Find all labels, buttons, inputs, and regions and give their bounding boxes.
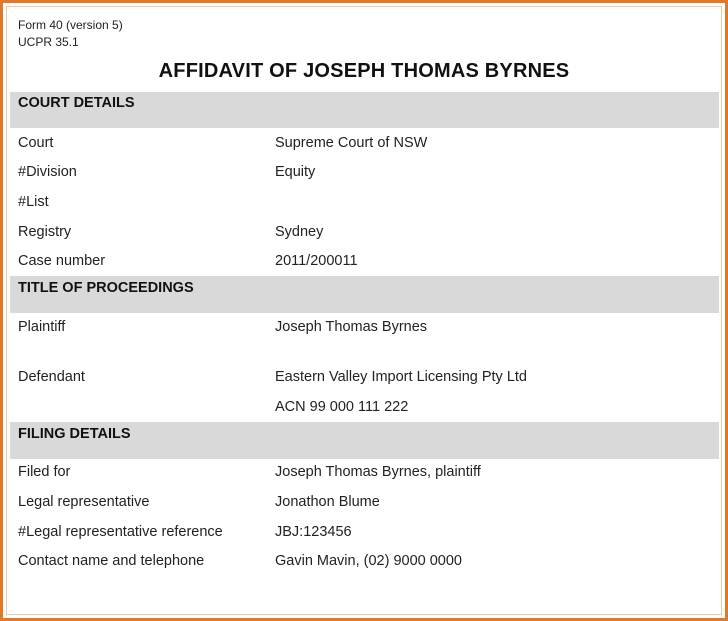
plaintiff-label: Plaintiff <box>18 319 66 335</box>
section-heading: COURT DETAILS <box>18 95 135 111</box>
plaintiff-value: Joseph Thomas Byrnes <box>275 319 428 335</box>
court-label: Court <box>18 135 54 151</box>
filed-for-label: Filed for <box>18 464 71 480</box>
document-title: AFFIDAVIT OF JOSEPH THOMAS BYRNES <box>158 60 570 82</box>
court-value: Supreme Court of NSW <box>275 135 428 151</box>
case-number-label: Case number <box>18 253 106 269</box>
form-identifier <box>18 17 123 51</box>
defendant-value: Eastern Valley Import Licensing Pty Ltd <box>275 369 527 385</box>
section-filing-details <box>10 422 719 459</box>
section-title-of-proceedings <box>10 276 719 313</box>
contact-value: Gavin Mavin, (02) 9000 0000 <box>275 553 462 569</box>
defendant-label: Defendant <box>18 369 85 385</box>
legal-reference-value: JBJ:123456 <box>275 524 352 540</box>
legal-representative-value: Jonathon Blume <box>275 494 380 510</box>
form-version: Form 40 (version 5) <box>18 18 123 32</box>
division-label: #Division <box>18 164 77 180</box>
list-label: #List <box>18 194 49 210</box>
section-court-details <box>10 92 719 128</box>
registry-label: Registry <box>18 224 72 240</box>
filed-for-value: Joseph Thomas Byrnes, plaintiff <box>275 464 481 480</box>
case-number-value: 2011/200011 <box>275 253 358 269</box>
legal-reference-label: #Legal representative reference <box>18 524 223 540</box>
rule-reference: UCPR 35.1 <box>18 35 79 49</box>
registry-value: Sydney <box>275 224 324 240</box>
section-heading: TITLE OF PROCEEDINGS <box>18 280 194 296</box>
legal-representative-label: Legal representative <box>18 494 150 510</box>
division-value: Equity <box>275 164 316 180</box>
section-heading: FILING DETAILS <box>18 426 131 442</box>
defendant-acn: ACN 99 000 111 222 <box>275 399 409 415</box>
contact-label: Contact name and telephone <box>18 553 205 569</box>
